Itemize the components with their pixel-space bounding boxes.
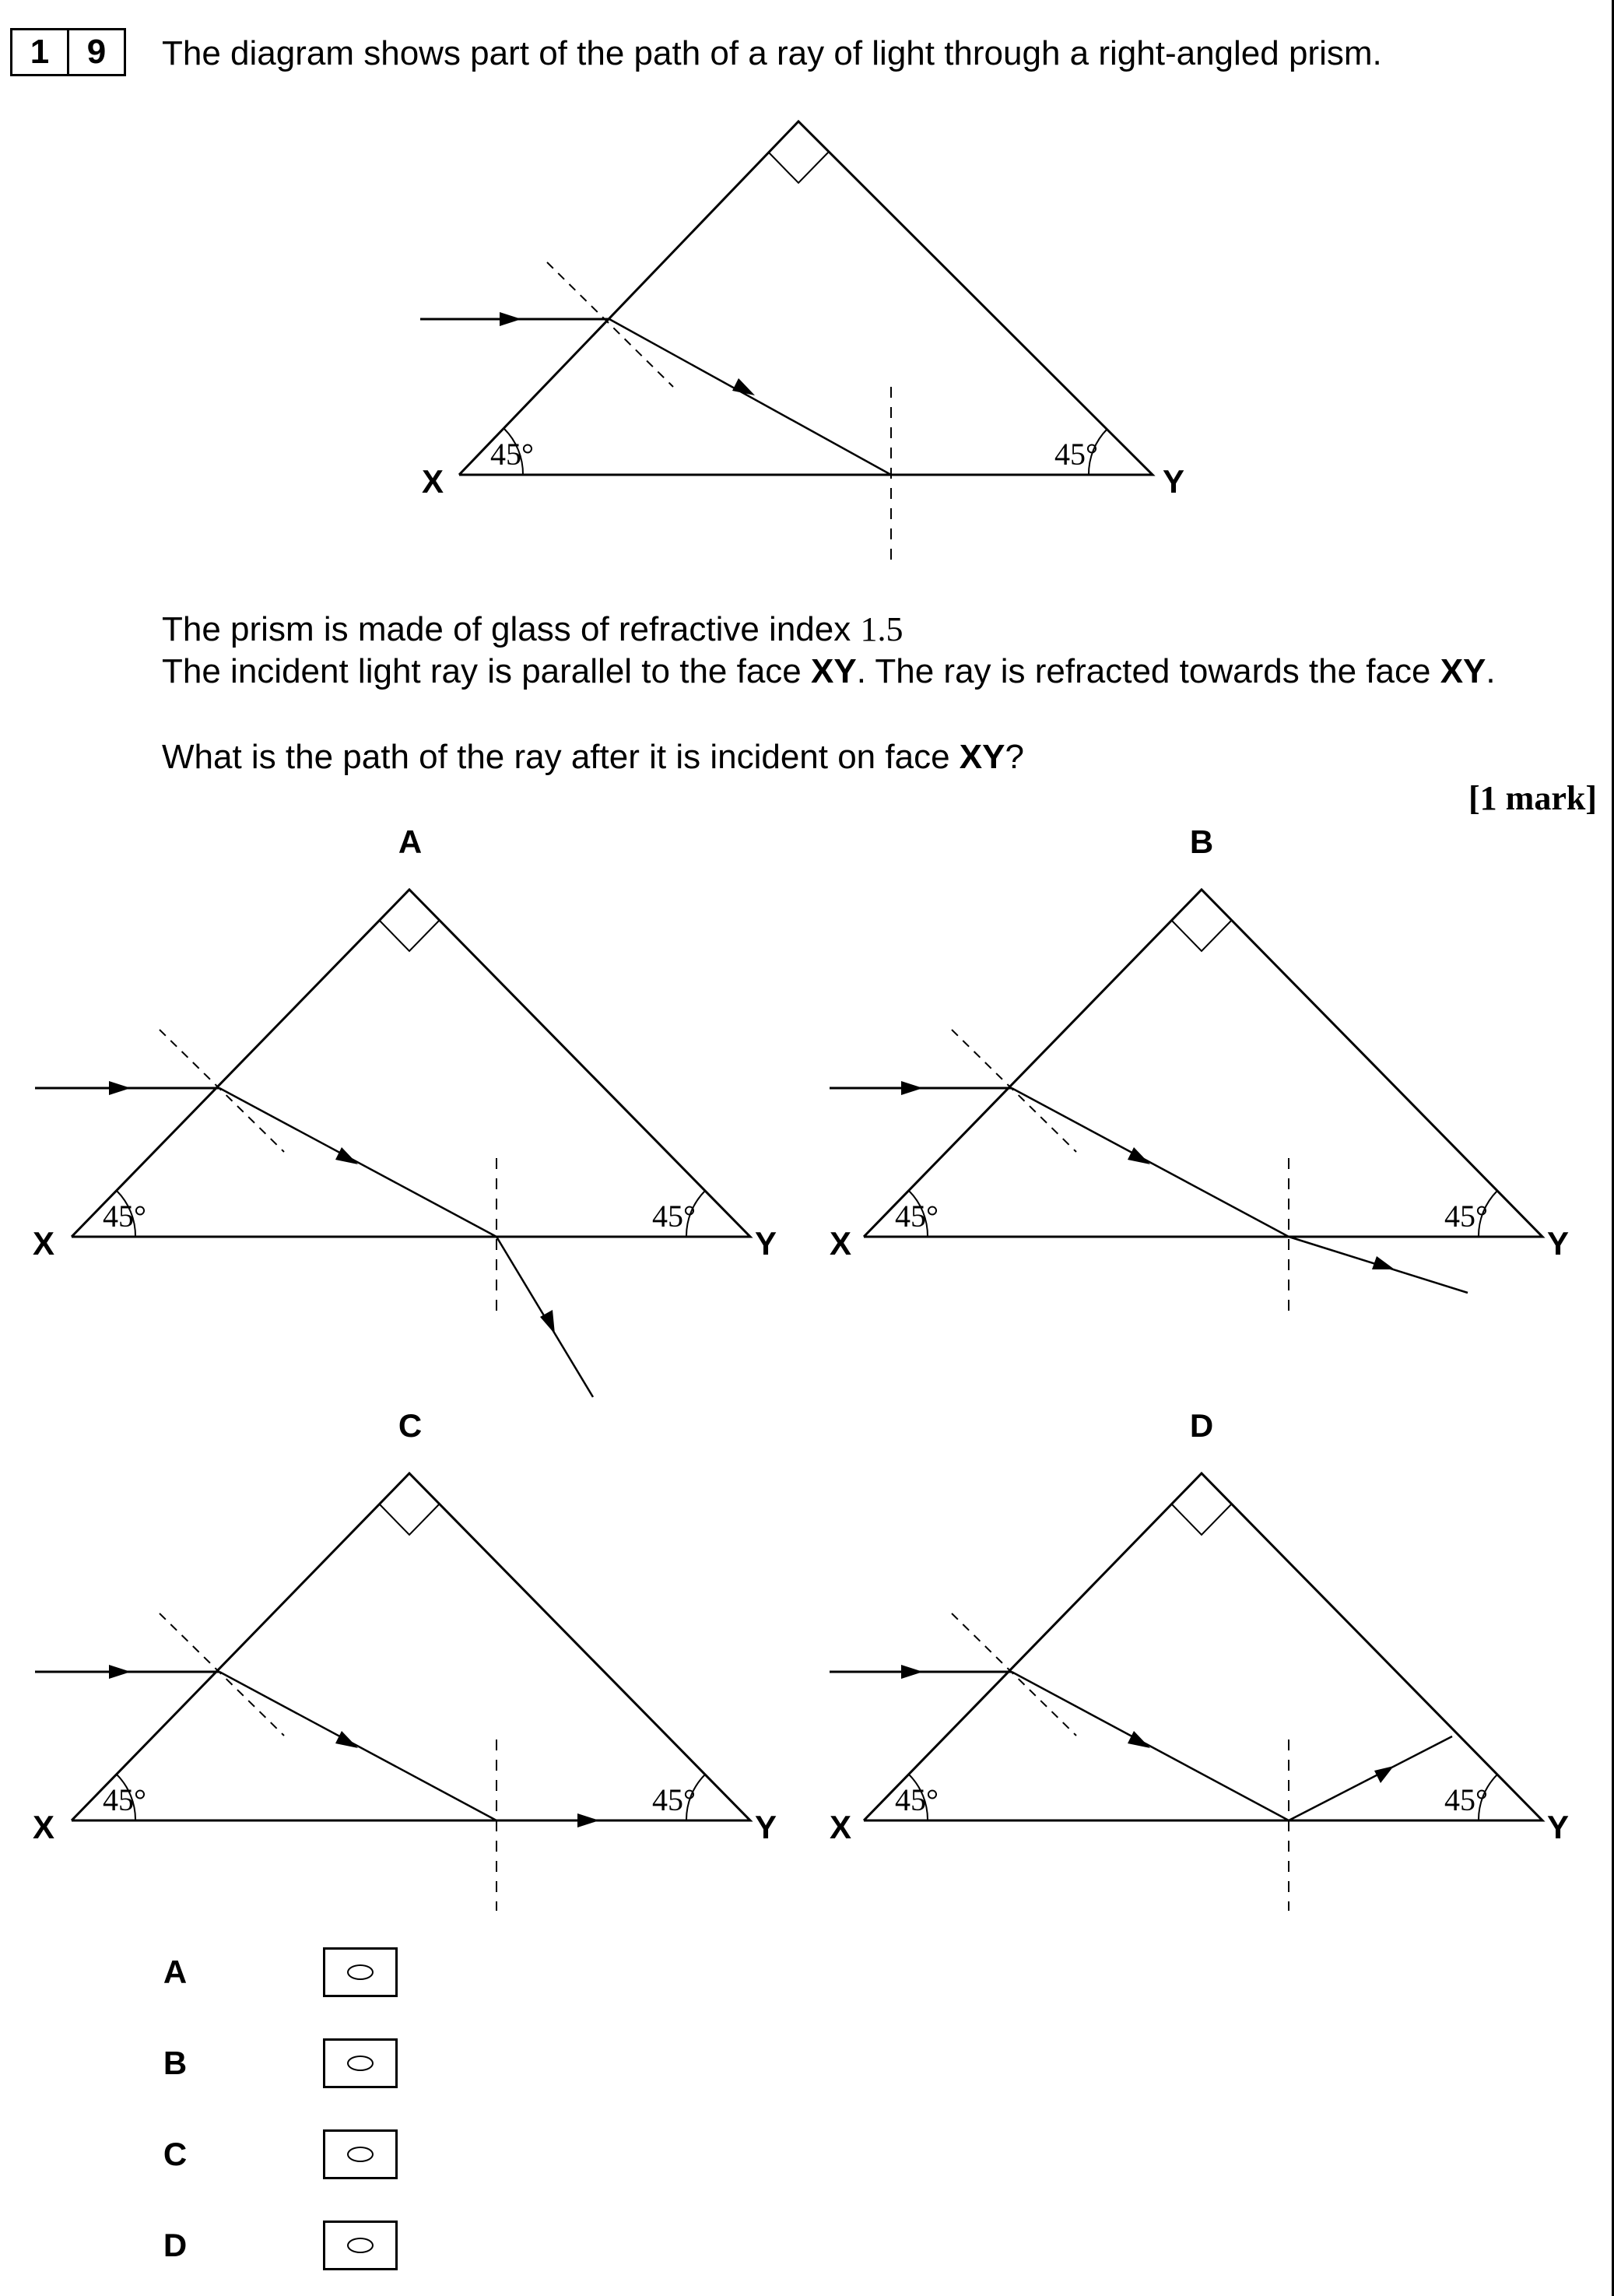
diagram-line [335,1147,358,1164]
diagram-label: 45° [103,1199,146,1234]
diagram-line [380,921,439,951]
diagram-line [1172,1504,1231,1535]
diagram-line [1289,1736,1452,1820]
answer-row-c [148,2129,398,2179]
diagram-line [219,1088,496,1237]
diagram-line [901,1665,923,1679]
question-number-digit: 9 [69,28,126,76]
diagram-line [109,1665,131,1679]
diagram-line [109,1081,131,1095]
diagram-line [1128,1731,1150,1748]
answer-letter: B [163,2045,188,2081]
diagram-label: X [33,1809,55,1845]
answer-checkbox-c[interactable] [323,2129,398,2179]
refractive-index-value: 1.5 [860,610,903,648]
diagram-line [72,890,750,1237]
diagram-line [1012,1672,1289,1820]
diagram-group [500,312,755,395]
vertex-y-label: Y [1163,463,1185,500]
refracted-ray [609,319,891,475]
option-c-diagram [0,1471,809,1922]
diagram-line [160,1030,284,1152]
diagram-line [380,1504,439,1535]
diagram-line [1372,1256,1395,1269]
answer-row-a [148,1947,398,1997]
face-label: XY [959,738,1005,776]
option-b-diagram [802,887,1611,1323]
refractive-index-text: The prism is made of glass of refractive index [162,610,861,648]
answer-letter: C [163,2136,188,2172]
diagram-line [864,890,1542,1237]
diagram-label: Y [1547,1225,1570,1262]
diagram-label: X [33,1225,55,1262]
prompt-text: ? [1005,738,1024,776]
prompt-text: What is the path of the ray after it is incident on face [162,738,960,776]
answer-checkbox-d[interactable] [323,2221,398,2270]
diagram-line [1172,921,1231,951]
diagram-label: Y [1547,1809,1570,1845]
diagram-group [35,1473,750,1911]
diagram-line [1012,1088,1289,1237]
diagram-label: 45° [895,1199,939,1234]
diagram-group [109,1665,599,1827]
diagram-line [219,1672,496,1820]
question-intro: The diagram shows part of the path of a ray of light through a right-angled prism. [162,34,1382,72]
option-b-label: B [1189,823,1214,860]
diagram-label: Y [755,1809,777,1845]
option-a-label: A [398,823,423,860]
diagram-label: 45° [1444,1782,1488,1817]
refractive-index-line [162,609,903,651]
answer-row-b [148,2038,398,2088]
option-d-diagram [802,1471,1611,1922]
incident-text: . [1486,652,1496,690]
mark-allocation: [1 mark] [1468,779,1597,817]
question-prompt [162,736,1024,778]
answer-checkbox-b[interactable] [323,2038,398,2088]
normal-line [547,262,673,387]
answer-letter: D [163,2227,188,2263]
diagram-line [864,1473,1542,1820]
answer-row-d [148,2221,398,2270]
question-number-digit: 1 [10,28,69,76]
arrowhead [500,312,521,326]
diagram-label: 45° [652,1199,696,1234]
oval-icon [347,2238,374,2253]
question-number [10,28,126,76]
option-a-diagram [0,887,809,1417]
diagram-line [160,1613,284,1736]
diagram-label: 45° [895,1782,939,1817]
diagram-group [901,1665,1394,1783]
diagram-label: 45° [1444,1199,1488,1234]
diagram-group [830,890,1542,1319]
diagram-label: Y [755,1225,777,1262]
vertex-x-label: X [422,463,444,500]
diagram-line [952,1613,1076,1736]
diagram-line [72,1473,750,1820]
diagram-line [335,1731,358,1748]
option-c-label: C [398,1407,423,1444]
face-label: XY [1440,652,1486,690]
diagram-group [35,890,750,1397]
diagram-line [1128,1147,1150,1164]
right-angle-marker [769,153,828,183]
incident-text: The incident light ray is parallel to the face [162,652,812,690]
diagram-label: 45° [652,1782,696,1817]
face-label: XY [811,652,857,690]
incident-text: . The ray is refracted towards the face [856,652,1440,690]
diagram-line [1374,1766,1394,1783]
oval-icon [347,1964,374,1980]
diagram-label: X [830,1225,852,1262]
oval-icon [347,2147,374,2162]
answer-letter: A [163,1954,188,1990]
diagram-label: 45° [103,1782,146,1817]
oval-icon [347,2056,374,2071]
arrowhead [732,378,755,395]
incident-ray-line [162,651,1496,693]
diagram-line [952,1030,1076,1152]
diagram-line [901,1081,923,1095]
diagram-group [901,1081,1395,1269]
diagram-group [830,1473,1542,1911]
diagram-label: X [830,1809,852,1845]
main-prism-diagram [405,113,1206,568]
angle-label: 45° [490,437,534,472]
diagram-line [577,1813,599,1827]
angle-label: 45° [1054,437,1098,472]
diagram-group [109,1081,555,1334]
answer-checkbox-a[interactable] [323,1947,398,1997]
diagram-group [420,121,1153,564]
option-d-label: D [1189,1407,1214,1444]
